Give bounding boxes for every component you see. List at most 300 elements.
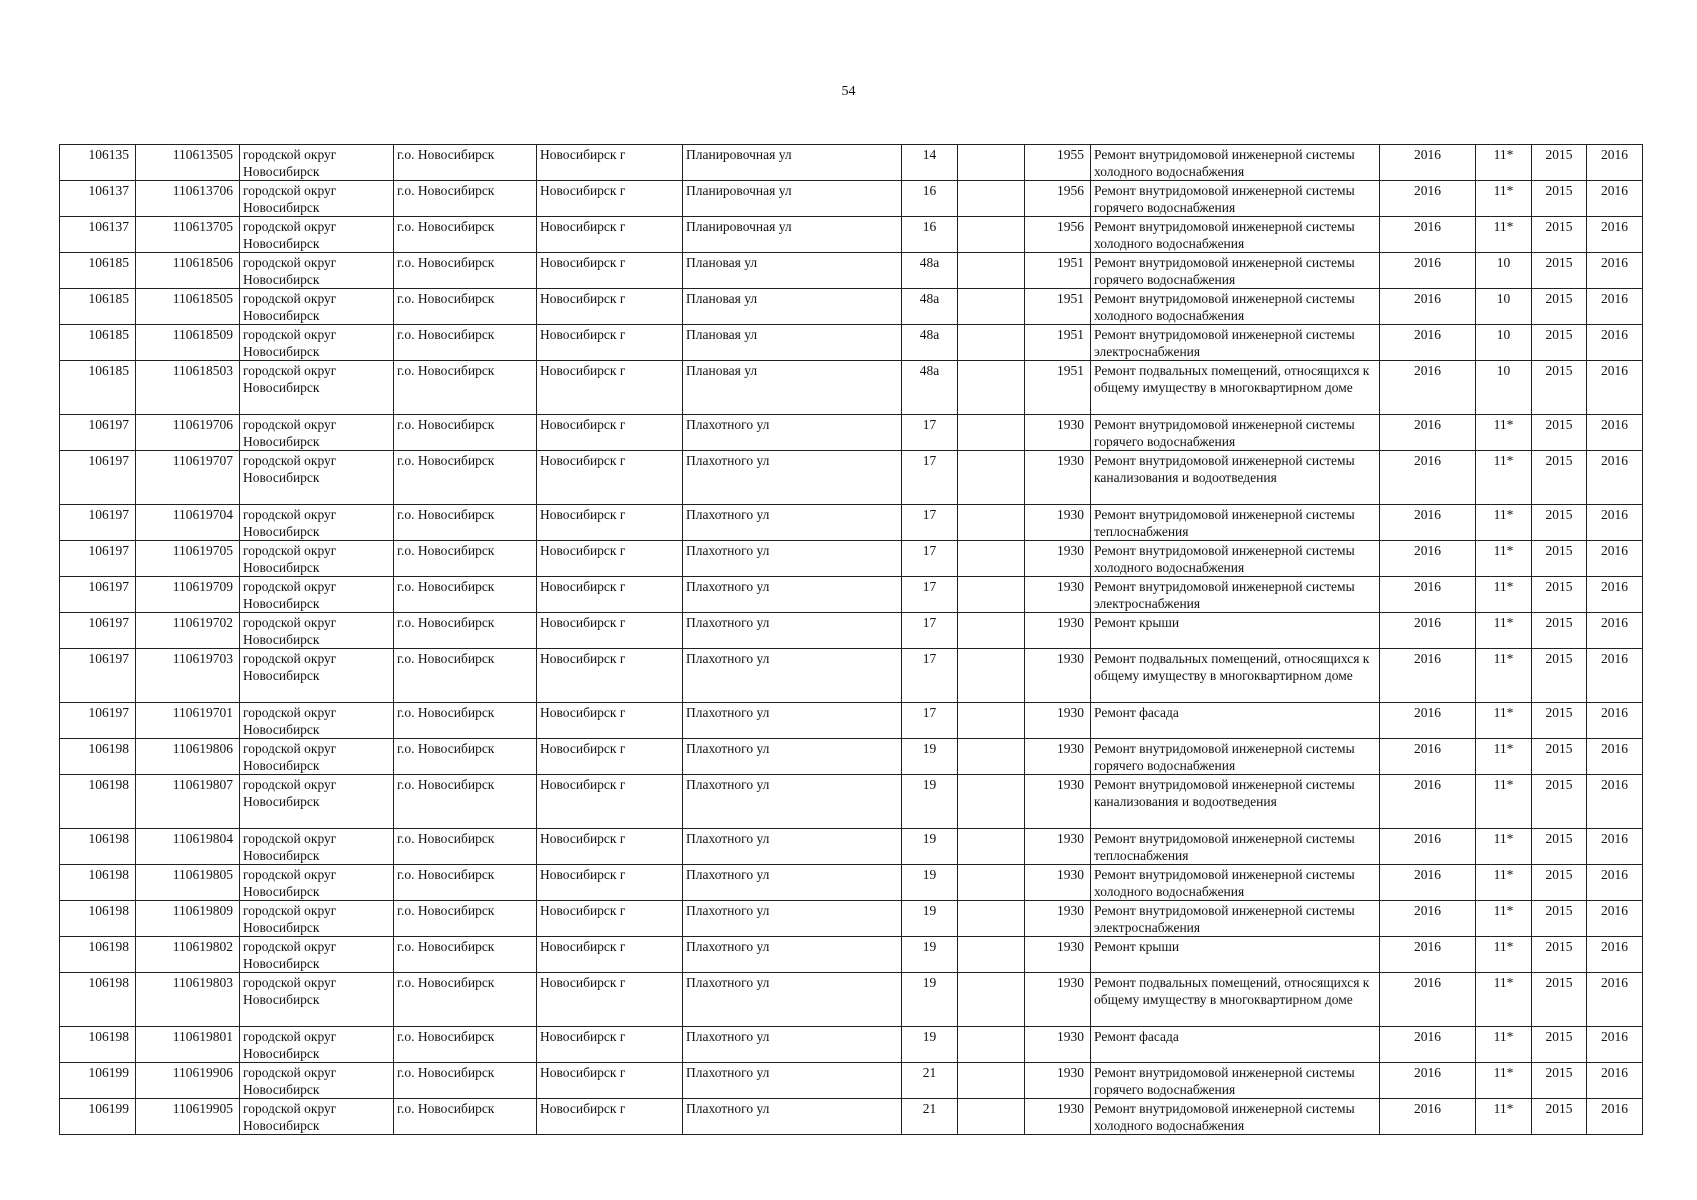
cell-work-type: Ремонт внутридомовой инженерной системы теплоснабжения <box>1091 829 1380 865</box>
cell-house-number: 17 <box>902 649 958 703</box>
cell-to-year: 2016 <box>1587 361 1643 415</box>
cell-street: Плахотного ул <box>683 829 902 865</box>
table-row <box>60 181 1643 217</box>
cell-from-year: 2015 <box>1532 181 1587 217</box>
cell-street: Планировочная ул <box>683 145 902 181</box>
cell-category: 11* <box>1476 505 1532 541</box>
cell-city: Новосибирск г <box>537 145 683 181</box>
cell-house-id: 106197 <box>60 613 136 649</box>
cell-district: городской округ Новосибирск <box>240 775 394 829</box>
cell-work-code: 110613706 <box>136 181 240 217</box>
cell-municipality: г.о. Новосибирск <box>394 829 537 865</box>
cell-to-year: 2016 <box>1587 505 1643 541</box>
cell-house-number: 19 <box>902 775 958 829</box>
cell-year-built: 1955 <box>1025 145 1091 181</box>
cell-district: городской округ Новосибирск <box>240 973 394 1027</box>
cell-category: 10 <box>1476 289 1532 325</box>
cell-work-type: Ремонт подвальных помещений, относящихся к общему имуществу в многоквартирном доме <box>1091 649 1380 703</box>
table-row <box>60 289 1643 325</box>
cell-city: Новосибирск г <box>537 415 683 451</box>
cell-house-id: 106198 <box>60 775 136 829</box>
cell-building <box>958 289 1025 325</box>
cell-house-id: 106197 <box>60 415 136 451</box>
cell-year-built: 1930 <box>1025 415 1091 451</box>
cell-street: Плахотного ул <box>683 865 902 901</box>
cell-house-number: 21 <box>902 1099 958 1135</box>
cell-municipality: г.о. Новосибирск <box>394 541 537 577</box>
table-row <box>60 829 1643 865</box>
table-row <box>60 415 1643 451</box>
cell-street: Плановая ул <box>683 361 902 415</box>
cell-category: 11* <box>1476 577 1532 613</box>
cell-street: Плахотного ул <box>683 973 902 1027</box>
cell-house-number: 17 <box>902 451 958 505</box>
cell-work-type: Ремонт внутридомовой инженерной системы канализования и водоотведения <box>1091 451 1380 505</box>
cell-municipality: г.о. Новосибирск <box>394 451 537 505</box>
cell-municipality: г.о. Новосибирск <box>394 1027 537 1063</box>
cell-category: 11* <box>1476 613 1532 649</box>
cell-to-year: 2016 <box>1587 253 1643 289</box>
cell-category: 11* <box>1476 1027 1532 1063</box>
cell-work-type: Ремонт внутридомовой инженерной системы холодного водоснабжения <box>1091 145 1380 181</box>
cell-from-year: 2015 <box>1532 973 1587 1027</box>
cell-house-number: 16 <box>902 181 958 217</box>
cell-house-number: 21 <box>902 1063 958 1099</box>
cell-work-code: 110618505 <box>136 289 240 325</box>
cell-building <box>958 1063 1025 1099</box>
cell-work-type: Ремонт внутридомовой инженерной системы горячего водоснабжения <box>1091 739 1380 775</box>
cell-category: 11* <box>1476 451 1532 505</box>
cell-from-year: 2015 <box>1532 451 1587 505</box>
cell-city: Новосибирск г <box>537 901 683 937</box>
cell-municipality: г.о. Новосибирск <box>394 649 537 703</box>
cell-house-number: 17 <box>902 577 958 613</box>
cell-building <box>958 541 1025 577</box>
cell-district: городской округ Новосибирск <box>240 1099 394 1135</box>
cell-to-year: 2016 <box>1587 865 1643 901</box>
cell-building <box>958 577 1025 613</box>
table-row <box>60 775 1643 829</box>
cell-category: 10 <box>1476 361 1532 415</box>
cell-city: Новосибирск г <box>537 649 683 703</box>
cell-plan-year: 2016 <box>1380 1099 1476 1135</box>
cell-street: Плахотного ул <box>683 739 902 775</box>
cell-street: Плановая ул <box>683 325 902 361</box>
cell-district: городской округ Новосибирск <box>240 937 394 973</box>
cell-house-id: 106197 <box>60 505 136 541</box>
cell-work-code: 110619709 <box>136 577 240 613</box>
table-row <box>60 1027 1643 1063</box>
cell-district: городской округ Новосибирск <box>240 361 394 415</box>
cell-from-year: 2015 <box>1532 1027 1587 1063</box>
cell-district: городской округ Новосибирск <box>240 505 394 541</box>
cell-work-code: 110613505 <box>136 145 240 181</box>
cell-work-code: 110619906 <box>136 1063 240 1099</box>
cell-from-year: 2015 <box>1532 829 1587 865</box>
cell-year-built: 1930 <box>1025 973 1091 1027</box>
cell-building <box>958 1027 1025 1063</box>
cell-work-code: 110619702 <box>136 613 240 649</box>
cell-district: городской округ Новосибирск <box>240 1027 394 1063</box>
cell-to-year: 2016 <box>1587 1099 1643 1135</box>
cell-district: городской округ Новосибирск <box>240 649 394 703</box>
cell-to-year: 2016 <box>1587 973 1643 1027</box>
cell-city: Новосибирск г <box>537 1027 683 1063</box>
cell-work-type: Ремонт внутридомовой инженерной системы электроснабжения <box>1091 577 1380 613</box>
cell-street: Плахотного ул <box>683 1063 902 1099</box>
cell-year-built: 1930 <box>1025 613 1091 649</box>
cell-municipality: г.о. Новосибирск <box>394 289 537 325</box>
cell-from-year: 2015 <box>1532 739 1587 775</box>
cell-year-built: 1930 <box>1025 703 1091 739</box>
cell-house-id: 106198 <box>60 937 136 973</box>
cell-from-year: 2015 <box>1532 775 1587 829</box>
cell-work-type: Ремонт внутридомовой инженерной системы канализования и водоотведения <box>1091 775 1380 829</box>
cell-category: 11* <box>1476 865 1532 901</box>
cell-work-type: Ремонт внутридомовой инженерной системы холодного водоснабжения <box>1091 217 1380 253</box>
cell-plan-year: 2016 <box>1380 289 1476 325</box>
cell-street: Плахотного ул <box>683 541 902 577</box>
cell-from-year: 2015 <box>1532 1099 1587 1135</box>
cell-street: Плахотного ул <box>683 505 902 541</box>
cell-to-year: 2016 <box>1587 1027 1643 1063</box>
cell-plan-year: 2016 <box>1380 145 1476 181</box>
cell-street: Плахотного ул <box>683 613 902 649</box>
cell-year-built: 1930 <box>1025 901 1091 937</box>
cell-plan-year: 2016 <box>1380 217 1476 253</box>
cell-house-number: 17 <box>902 613 958 649</box>
cell-from-year: 2015 <box>1532 289 1587 325</box>
cell-house-id: 106135 <box>60 145 136 181</box>
cell-district: городской округ Новосибирск <box>240 577 394 613</box>
cell-city: Новосибирск г <box>537 253 683 289</box>
cell-category: 11* <box>1476 1099 1532 1135</box>
cell-street: Плахотного ул <box>683 937 902 973</box>
cell-street: Плахотного ул <box>683 415 902 451</box>
cell-category: 11* <box>1476 703 1532 739</box>
cell-work-type: Ремонт внутридомовой инженерной системы холодного водоснабжения <box>1091 1099 1380 1135</box>
table-row <box>60 739 1643 775</box>
cell-house-id: 106185 <box>60 325 136 361</box>
cell-city: Новосибирск г <box>537 865 683 901</box>
cell-house-id: 106198 <box>60 829 136 865</box>
table-row <box>60 1063 1643 1099</box>
table-row <box>60 451 1643 505</box>
cell-house-number: 19 <box>902 865 958 901</box>
cell-house-id: 106137 <box>60 181 136 217</box>
cell-work-type: Ремонт внутридомовой инженерной системы горячего водоснабжения <box>1091 181 1380 217</box>
cell-building <box>958 703 1025 739</box>
cell-from-year: 2015 <box>1532 901 1587 937</box>
cell-work-type: Ремонт крыши <box>1091 613 1380 649</box>
cell-work-type: Ремонт внутридомовой инженерной системы электроснабжения <box>1091 901 1380 937</box>
registry-body <box>60 145 1643 1135</box>
cell-building <box>958 451 1025 505</box>
cell-work-code: 110619802 <box>136 937 240 973</box>
cell-year-built: 1930 <box>1025 1027 1091 1063</box>
cell-house-number: 17 <box>902 703 958 739</box>
cell-from-year: 2015 <box>1532 937 1587 973</box>
table-row <box>60 505 1643 541</box>
table-row <box>60 541 1643 577</box>
cell-work-code: 110619905 <box>136 1099 240 1135</box>
cell-plan-year: 2016 <box>1380 1027 1476 1063</box>
cell-building <box>958 865 1025 901</box>
cell-category: 11* <box>1476 415 1532 451</box>
cell-year-built: 1930 <box>1025 577 1091 613</box>
cell-to-year: 2016 <box>1587 937 1643 973</box>
cell-street: Плахотного ул <box>683 577 902 613</box>
cell-plan-year: 2016 <box>1380 325 1476 361</box>
cell-building <box>958 181 1025 217</box>
cell-work-type: Ремонт внутридомовой инженерной системы горячего водоснабжения <box>1091 415 1380 451</box>
cell-from-year: 2015 <box>1532 703 1587 739</box>
cell-district: городской округ Новосибирск <box>240 145 394 181</box>
cell-city: Новосибирск г <box>537 937 683 973</box>
cell-house-number: 17 <box>902 415 958 451</box>
cell-from-year: 2015 <box>1532 649 1587 703</box>
cell-work-code: 110619806 <box>136 739 240 775</box>
cell-house-number: 17 <box>902 541 958 577</box>
cell-plan-year: 2016 <box>1380 703 1476 739</box>
cell-house-number: 48а <box>902 361 958 415</box>
cell-city: Новосибирск г <box>537 613 683 649</box>
cell-house-id: 106197 <box>60 649 136 703</box>
cell-city: Новосибирск г <box>537 541 683 577</box>
table-row <box>60 361 1643 415</box>
cell-building <box>958 361 1025 415</box>
cell-plan-year: 2016 <box>1380 415 1476 451</box>
cell-district: городской округ Новосибирск <box>240 325 394 361</box>
cell-building <box>958 829 1025 865</box>
cell-city: Новосибирск г <box>537 289 683 325</box>
cell-city: Новосибирск г <box>537 217 683 253</box>
cell-to-year: 2016 <box>1587 541 1643 577</box>
cell-building <box>958 1099 1025 1135</box>
cell-work-code: 110619801 <box>136 1027 240 1063</box>
cell-category: 11* <box>1476 145 1532 181</box>
cell-municipality: г.о. Новосибирск <box>394 325 537 361</box>
cell-building <box>958 145 1025 181</box>
cell-municipality: г.о. Новосибирск <box>394 1099 537 1135</box>
table-row <box>60 217 1643 253</box>
cell-work-type: Ремонт внутридомовой инженерной системы теплоснабжения <box>1091 505 1380 541</box>
table-row <box>60 649 1643 703</box>
cell-work-type: Ремонт внутридомовой инженерной системы холодного водоснабжения <box>1091 865 1380 901</box>
cell-house-number: 19 <box>902 739 958 775</box>
cell-plan-year: 2016 <box>1380 739 1476 775</box>
cell-to-year: 2016 <box>1587 577 1643 613</box>
cell-from-year: 2015 <box>1532 253 1587 289</box>
cell-to-year: 2016 <box>1587 145 1643 181</box>
cell-district: городской округ Новосибирск <box>240 253 394 289</box>
table-row <box>60 253 1643 289</box>
cell-category: 11* <box>1476 649 1532 703</box>
cell-city: Новосибирск г <box>537 1099 683 1135</box>
cell-city: Новосибирск г <box>537 325 683 361</box>
cell-from-year: 2015 <box>1532 541 1587 577</box>
cell-municipality: г.о. Новосибирск <box>394 901 537 937</box>
cell-year-built: 1930 <box>1025 649 1091 703</box>
cell-building <box>958 217 1025 253</box>
cell-street: Плановая ул <box>683 289 902 325</box>
cell-category: 11* <box>1476 1063 1532 1099</box>
cell-year-built: 1930 <box>1025 505 1091 541</box>
cell-year-built: 1930 <box>1025 739 1091 775</box>
cell-from-year: 2015 <box>1532 361 1587 415</box>
cell-to-year: 2016 <box>1587 703 1643 739</box>
cell-from-year: 2015 <box>1532 1063 1587 1099</box>
cell-city: Новосибирск г <box>537 973 683 1027</box>
cell-house-id: 106198 <box>60 865 136 901</box>
cell-work-type: Ремонт подвальных помещений, относящихся к общему имуществу в многоквартирном доме <box>1091 361 1380 415</box>
cell-house-number: 19 <box>902 901 958 937</box>
table-row <box>60 1099 1643 1135</box>
cell-district: городской округ Новосибирск <box>240 217 394 253</box>
cell-house-number: 16 <box>902 217 958 253</box>
cell-house-number: 17 <box>902 505 958 541</box>
cell-to-year: 2016 <box>1587 289 1643 325</box>
cell-work-type: Ремонт внутридомовой инженерной системы горячего водоснабжения <box>1091 1063 1380 1099</box>
cell-work-code: 110618509 <box>136 325 240 361</box>
registry-table <box>59 144 1643 1135</box>
cell-city: Новосибирск г <box>537 703 683 739</box>
cell-street: Плановая ул <box>683 253 902 289</box>
cell-plan-year: 2016 <box>1380 775 1476 829</box>
cell-plan-year: 2016 <box>1380 829 1476 865</box>
cell-plan-year: 2016 <box>1380 865 1476 901</box>
cell-category: 11* <box>1476 181 1532 217</box>
cell-to-year: 2016 <box>1587 415 1643 451</box>
cell-municipality: г.о. Новосибирск <box>394 1063 537 1099</box>
cell-work-code: 110619804 <box>136 829 240 865</box>
cell-plan-year: 2016 <box>1380 613 1476 649</box>
table-row <box>60 703 1643 739</box>
cell-year-built: 1930 <box>1025 775 1091 829</box>
cell-house-id: 106198 <box>60 973 136 1027</box>
cell-to-year: 2016 <box>1587 775 1643 829</box>
cell-year-built: 1930 <box>1025 937 1091 973</box>
cell-house-number: 48а <box>902 253 958 289</box>
cell-municipality: г.о. Новосибирск <box>394 937 537 973</box>
cell-year-built: 1956 <box>1025 217 1091 253</box>
cell-to-year: 2016 <box>1587 613 1643 649</box>
cell-year-built: 1951 <box>1025 361 1091 415</box>
table-row <box>60 613 1643 649</box>
cell-house-id: 106197 <box>60 577 136 613</box>
cell-district: городской округ Новосибирск <box>240 541 394 577</box>
cell-municipality: г.о. Новосибирск <box>394 577 537 613</box>
cell-district: городской округ Новосибирск <box>240 1063 394 1099</box>
cell-district: городской округ Новосибирск <box>240 181 394 217</box>
cell-plan-year: 2016 <box>1380 505 1476 541</box>
cell-district: городской округ Новосибирск <box>240 739 394 775</box>
cell-house-number: 19 <box>902 1027 958 1063</box>
cell-municipality: г.о. Новосибирск <box>394 253 537 289</box>
cell-work-type: Ремонт внутридомовой инженерной системы горячего водоснабжения <box>1091 253 1380 289</box>
cell-work-code: 110619807 <box>136 775 240 829</box>
cell-category: 11* <box>1476 901 1532 937</box>
cell-city: Новосибирск г <box>537 361 683 415</box>
cell-building <box>958 739 1025 775</box>
cell-from-year: 2015 <box>1532 415 1587 451</box>
cell-house-id: 106198 <box>60 901 136 937</box>
cell-year-built: 1951 <box>1025 289 1091 325</box>
cell-category: 11* <box>1476 217 1532 253</box>
cell-to-year: 2016 <box>1587 649 1643 703</box>
cell-category: 10 <box>1476 253 1532 289</box>
cell-district: городской округ Новосибирск <box>240 415 394 451</box>
cell-work-code: 110619705 <box>136 541 240 577</box>
cell-plan-year: 2016 <box>1380 901 1476 937</box>
cell-city: Новосибирск г <box>537 775 683 829</box>
cell-work-code: 110619809 <box>136 901 240 937</box>
cell-street: Планировочная ул <box>683 217 902 253</box>
cell-to-year: 2016 <box>1587 451 1643 505</box>
cell-house-number: 19 <box>902 937 958 973</box>
cell-district: городской округ Новосибирск <box>240 703 394 739</box>
cell-city: Новосибирск г <box>537 739 683 775</box>
cell-plan-year: 2016 <box>1380 649 1476 703</box>
cell-street: Плахотного ул <box>683 901 902 937</box>
cell-municipality: г.о. Новосибирск <box>394 217 537 253</box>
cell-house-number: 48а <box>902 289 958 325</box>
cell-district: городской округ Новосибирск <box>240 451 394 505</box>
cell-year-built: 1930 <box>1025 829 1091 865</box>
cell-year-built: 1951 <box>1025 253 1091 289</box>
cell-work-code: 110619701 <box>136 703 240 739</box>
cell-building <box>958 505 1025 541</box>
cell-house-id: 106198 <box>60 739 136 775</box>
cell-from-year: 2015 <box>1532 505 1587 541</box>
page-number: 54 <box>841 84 856 99</box>
cell-category: 11* <box>1476 541 1532 577</box>
cell-city: Новосибирск г <box>537 577 683 613</box>
cell-house-id: 106197 <box>60 703 136 739</box>
cell-building <box>958 775 1025 829</box>
cell-work-code: 110619707 <box>136 451 240 505</box>
cell-category: 11* <box>1476 829 1532 865</box>
cell-city: Новосибирск г <box>537 181 683 217</box>
cell-city: Новосибирск г <box>537 505 683 541</box>
cell-street: Плахотного ул <box>683 1099 902 1135</box>
cell-street: Плахотного ул <box>683 703 902 739</box>
cell-building <box>958 973 1025 1027</box>
cell-year-built: 1951 <box>1025 325 1091 361</box>
cell-plan-year: 2016 <box>1380 361 1476 415</box>
cell-to-year: 2016 <box>1587 1063 1643 1099</box>
cell-from-year: 2015 <box>1532 613 1587 649</box>
cell-year-built: 1930 <box>1025 1063 1091 1099</box>
cell-street: Плахотного ул <box>683 649 902 703</box>
cell-building <box>958 937 1025 973</box>
cell-city: Новосибирск г <box>537 451 683 505</box>
cell-work-code: 110619703 <box>136 649 240 703</box>
cell-work-type: Ремонт фасада <box>1091 703 1380 739</box>
cell-house-id: 106185 <box>60 289 136 325</box>
cell-municipality: г.о. Новосибирск <box>394 145 537 181</box>
cell-building <box>958 901 1025 937</box>
cell-work-code: 110613705 <box>136 217 240 253</box>
cell-building <box>958 253 1025 289</box>
cell-from-year: 2015 <box>1532 577 1587 613</box>
cell-from-year: 2015 <box>1532 325 1587 361</box>
cell-to-year: 2016 <box>1587 901 1643 937</box>
cell-house-id: 106185 <box>60 361 136 415</box>
cell-category: 11* <box>1476 775 1532 829</box>
cell-work-type: Ремонт внутридомовой инженерной системы холодного водоснабжения <box>1091 541 1380 577</box>
cell-to-year: 2016 <box>1587 325 1643 361</box>
